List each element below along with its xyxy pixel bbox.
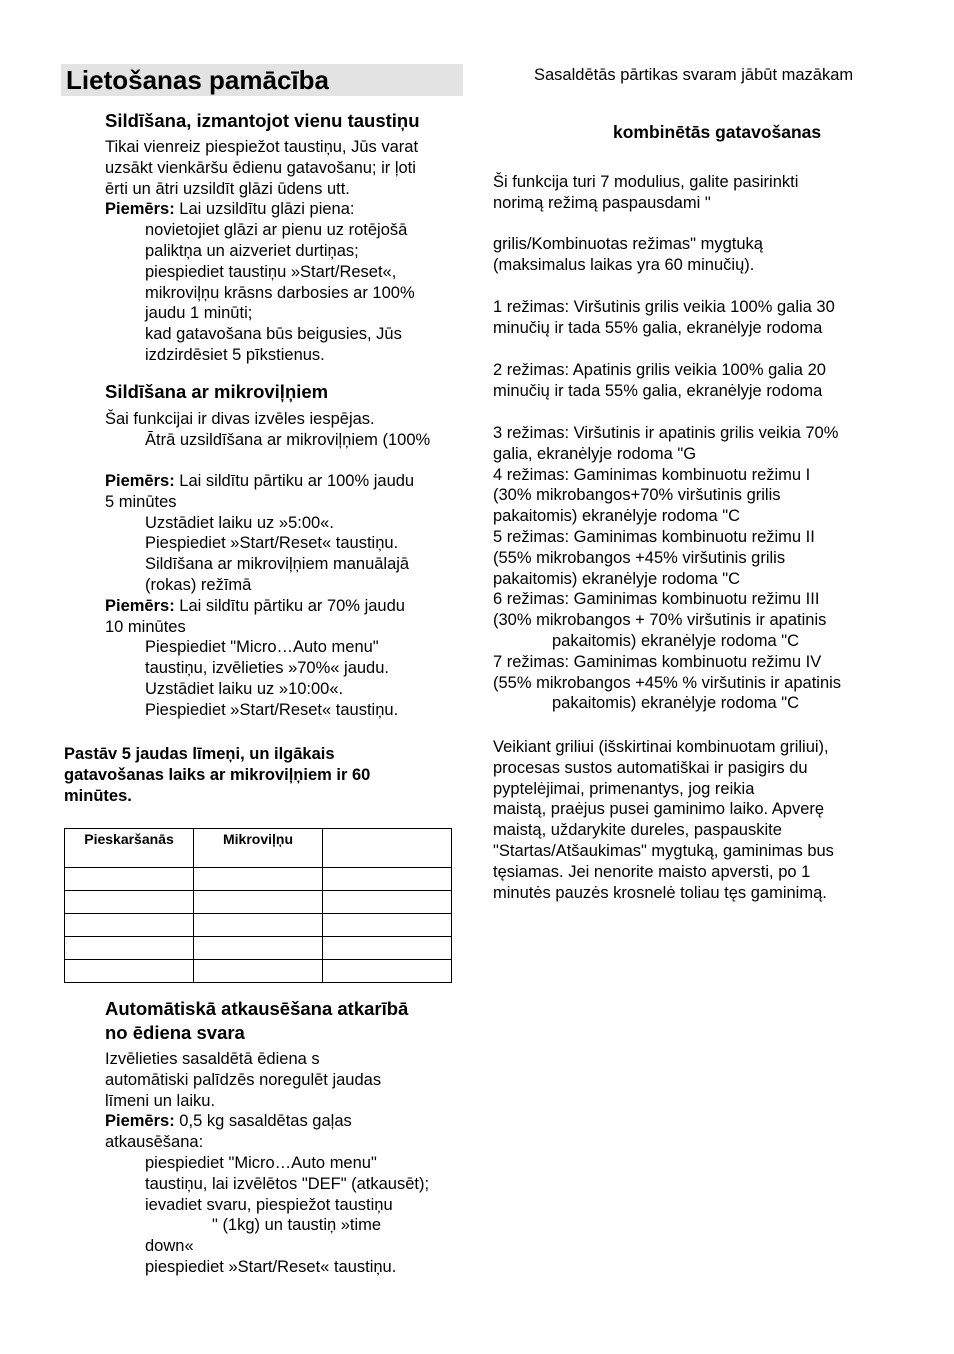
step-line: Piespiediet »Start/Reset« taustiņu. (145, 534, 399, 553)
text-line: Veikiant griliui (išskirtinai kombinuotam griliui), (493, 738, 829, 756)
table-header-microwave: Mikroviļņu (194, 829, 323, 868)
power-levels-note (64, 744, 464, 807)
step-line: Piespiediet "Micro…Auto menu" (145, 638, 379, 657)
section-two-examples (105, 471, 465, 721)
text-line: norimą režimą paspausdami " (493, 193, 711, 212)
example-label: Piemērs: (105, 1112, 175, 1131)
table-cell (194, 891, 323, 914)
note-line: Pastāv 5 jaudas līmeņi, un ilgākais (64, 745, 335, 763)
step-line: taustiņu, izvēlieties »70%« jaudu. (145, 659, 389, 678)
section-heading-one-button: Sildīšana, izmantojot vienu taustiņu (105, 110, 420, 131)
text-line: līmeni un laiku. (105, 1091, 216, 1110)
example-label: Piemērs: (105, 596, 175, 615)
table-cell (323, 891, 452, 914)
step-line: piespiediet "Micro…Auto menu" (145, 1153, 377, 1172)
text-line: Tikai vienreiz piespiežot taustiņu, Jūs varat (105, 138, 419, 156)
text-line: Šai funkcijai ir divas izvēles iespējas. (105, 410, 375, 428)
text-line: minučių ir tada 55% galia, ekranėlyje rodoma (493, 381, 823, 400)
step-line: " (1kg) un taustiņ »time (212, 1216, 382, 1235)
note-line: minūtes. (64, 787, 132, 805)
text-line: minučių ir tada 55% galia, ekranėlyje rodoma (493, 318, 823, 337)
text-line: 3 režimas: Viršutinis ir apatinis grilis veikia 70% (493, 424, 839, 442)
step-line: Uzstādiet laiku uz »10:00«. (145, 679, 344, 698)
table-row (65, 891, 452, 914)
table-row (65, 868, 452, 891)
table-header-touches: Pieskaršanās (65, 829, 194, 868)
section-three-body (105, 1049, 465, 1278)
power-level-table (64, 828, 452, 983)
text-line: 1 režimas: Viršutinis grilis veikia 100% galia 30 (493, 298, 835, 316)
text-line: (55% mikrobangos +45% viršutinis grilis (493, 548, 786, 567)
step-line: ievadiet svaru, piespiežot taustiņu (145, 1195, 393, 1214)
step-line: novietojiet glāzi ar pienu uz rotējošā (145, 221, 408, 240)
text-line: procesas sustos automatiškai ir pasigirs du (493, 758, 808, 777)
table-row (65, 960, 452, 983)
combined-cooking-heading: kombinētās gatavošanas (613, 122, 822, 142)
text-line: uzsākt vienkāršu ēdienu gatavošanu; ir ļoti (105, 158, 416, 177)
text-line: pyptelėjimai, primenantys, jog reikia (493, 779, 755, 798)
text-line: automātiski palīdzēs noregulēt jaudas (105, 1070, 382, 1089)
text-line: "Startas/Atšaukimas" mygtuką, gaminimas bus (493, 841, 834, 860)
text-line: 7 režimas: Gaminimas kombinuotu režimu IV (493, 652, 822, 671)
table-cell (194, 960, 323, 983)
step-line: kad gatavošana būs beigusies, Jūs (145, 325, 402, 344)
mode-2 (493, 360, 893, 402)
text-line: (maksimalus laikas yra 60 minučių). (493, 255, 755, 274)
example-text: Lai sildītu pārtiku ar 100% jaudu (174, 472, 415, 490)
text-line: Ši funkcija turi 7 modulius, galite pasirinkti (493, 173, 799, 191)
text-line: (55% mikrobangos +45% % viršutinis ir apatinis (493, 673, 842, 692)
table-header-row (65, 829, 452, 868)
text-line: maistą, uždarykite dureles, paspauskite (493, 821, 782, 840)
step-line: taustiņu, lai izvēlētos "DEF" (atkausēt); (145, 1174, 430, 1193)
right-intro (493, 172, 893, 214)
example-label: Piemērs: (105, 200, 175, 219)
text-line: maistą, praėjus pusei gaminimo laiko. Apverę (493, 800, 825, 819)
example-line (105, 471, 465, 492)
text-line: galia, ekranėlyje rodoma "G (493, 444, 697, 463)
step-line: paliktņa un aizveriet durtiņas; (145, 241, 359, 260)
text-line: 6 režimas: Gaminimas kombinuotu režimu III (493, 590, 820, 609)
text-line: (30% mikrobangos + 70% viršutinis ir apatinis (493, 611, 827, 630)
table-row (65, 937, 452, 960)
table-cell (323, 960, 452, 983)
example-text: Lai uzsildītu glāzi piena: (174, 200, 355, 219)
text-line: Sasaldētās pārtikas svaram jābūt mazākam (534, 66, 854, 84)
text-line: 10 minūtes (105, 617, 186, 636)
grill-turn-note (493, 737, 893, 903)
modes-3-to-7 (493, 423, 893, 714)
section-heading-microwave: Sildīšana ar mikroviļņiem (105, 381, 329, 402)
step-line: down« (145, 1237, 194, 1256)
text-line: 5 režimas: Gaminimas kombinuotu režimu II (493, 527, 815, 546)
example-line (105, 199, 465, 220)
section-one-body (105, 137, 465, 366)
example-text: Lai sildītu pārtiku ar 70% jaudu (174, 596, 405, 615)
table-cell (65, 960, 194, 983)
step-line: Piespiediet »Start/Reset« taustiņu. (145, 700, 399, 719)
text-line: (30% mikrobangos+70% viršutinis grilis (493, 486, 781, 505)
table-header-empty (323, 829, 452, 868)
right-top-line (534, 65, 853, 86)
table-cell (194, 914, 323, 937)
table-cell (65, 868, 194, 891)
text-line: tęsiamas. Jei nenorite maisto apversti, po 1 (493, 862, 811, 881)
step-line: piespiediet taustiņu »Start/Reset«, (145, 262, 397, 281)
step-line: jaudu 1 minūti; (145, 304, 253, 323)
table-row (65, 914, 452, 937)
table-cell (194, 937, 323, 960)
step-line: Sildīšana ar mikroviļņiem manuālajā (145, 555, 410, 574)
text-line: pakaitomis) ekranėlyje rodoma "C (552, 694, 800, 713)
text-line: pakaitomis) ekranėlyje rodoma "C (552, 631, 800, 650)
text-line: 2 režimas: Apatinis grilis veikia 100% galia 20 (493, 361, 826, 379)
text-line: Izvēlieties sasaldētā ēdiena s (105, 1050, 320, 1068)
example-text: 0,5 kg sasaldētas gaļas (174, 1112, 352, 1131)
step-line: piespiediet »Start/Reset« taustiņu. (145, 1257, 397, 1276)
table-cell (194, 868, 323, 891)
mode-1 (493, 297, 893, 339)
note-line: gatavošanas laiks ar mikroviļņiem ir 60 (64, 766, 371, 784)
heading-line: no ēdiena svara (105, 1022, 245, 1043)
table-cell (323, 868, 452, 891)
table-cell (65, 914, 194, 937)
text-line: minutės pauzės krosnelė toliau tęs gaminimą. (493, 883, 827, 902)
example-line (105, 596, 465, 617)
heading-line: Automātiskā atkausēšana atkarībā (105, 998, 409, 1019)
table-cell (65, 937, 194, 960)
step-line: izdzirdēsiet 5 pīkstienus. (145, 345, 325, 364)
right-intro-2 (493, 234, 893, 276)
page-title: Lietošanas pamācība (66, 65, 329, 95)
text-line: pakaitomis) ekranėlyje rodoma "C (493, 507, 741, 526)
text-line: atkausēšana: (105, 1133, 204, 1152)
text-line: grilis/Kombinuotas režimas" mygtuką (493, 235, 763, 253)
step-line: (rokas) režīmā (145, 575, 252, 594)
example-line (105, 1111, 465, 1132)
step-line: mikroviļņu krāsns darbosies ar 100% (145, 283, 415, 302)
section-two-intro (105, 409, 465, 451)
step-line: Uzstādiet laiku uz »5:00«. (145, 513, 334, 532)
text-line: 5 minūtes (105, 492, 177, 511)
text-line: Ātrā uzsildīšana ar mikroviļņiem (100% (145, 430, 431, 449)
text-line: pakaitomis) ekranėlyje rodoma "C (493, 569, 741, 588)
table-cell (323, 914, 452, 937)
text-line: ērti un ātri uzsildīt glāzi ūdens utt. (105, 179, 350, 198)
section-heading-auto-defrost (105, 997, 408, 1045)
text-line: 4 režimas: Gaminimas kombinuotu režimu I (493, 465, 811, 484)
example-label: Piemērs: (105, 472, 175, 490)
table-cell (323, 937, 452, 960)
table-cell (65, 891, 194, 914)
